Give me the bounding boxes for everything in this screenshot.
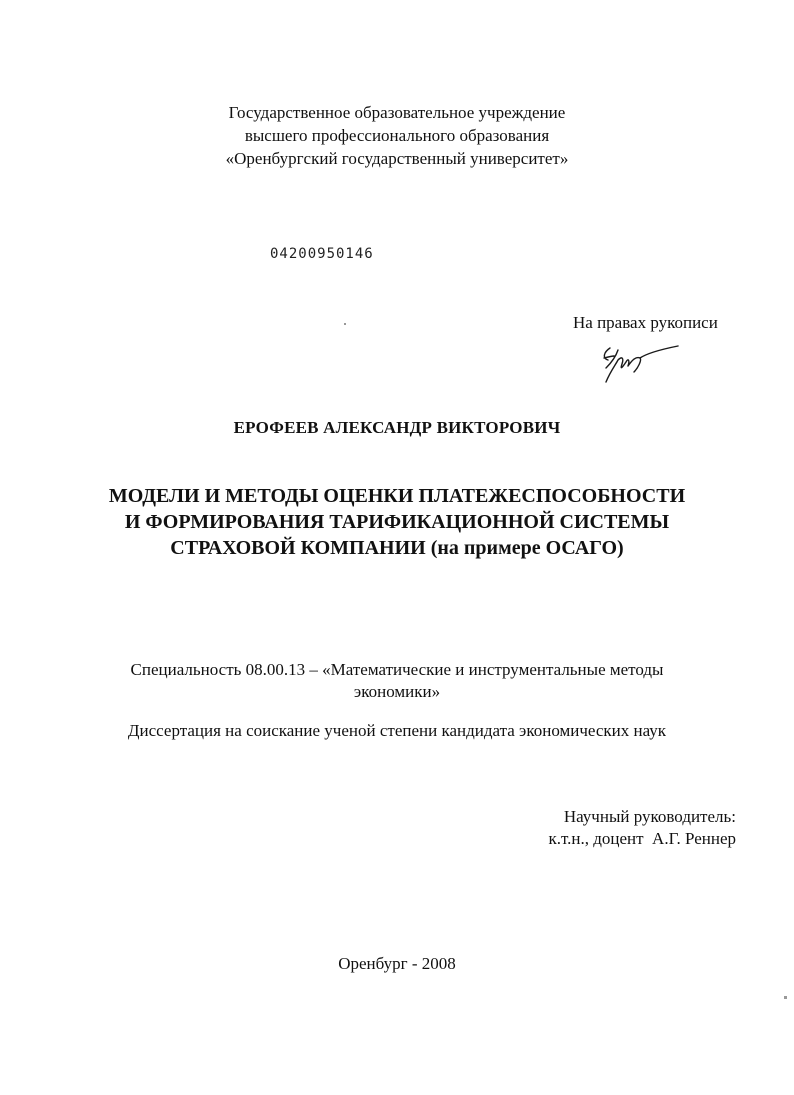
- supervisor-label: Научный руководитель:: [563, 807, 736, 826]
- manuscript-rights-label: На правах рукописи: [573, 313, 718, 332]
- title-line-1: МОДЕЛИ И МЕТОДЫ ОЦЕНКИ ПЛАТЕЖЕСПОСОБНОСТИ: [108, 485, 686, 507]
- specialty-line-2: экономики»: [353, 682, 441, 701]
- institution-block: [0, 101, 794, 170]
- institution-line-1: Государственное образовательное учреждение: [228, 103, 566, 122]
- supervisor-name: к.т.н., доцент А.Г. Реннер: [548, 829, 736, 848]
- title-line-3: СТРАХОВОЙ КОМПАНИИ (на примере ОСАГО): [170, 537, 624, 559]
- city-year: Оренбург - 2008: [338, 954, 456, 973]
- scan-speck: [344, 323, 346, 325]
- scan-mark: [784, 996, 787, 999]
- specialty-block: [0, 659, 794, 703]
- institution-line-3: «Оренбургский государственный университет»: [225, 149, 569, 168]
- title-line-2: И ФОРМИРОВАНИЯ ТАРИФИКАЦИОННОЙ СИСТЕМЫ: [124, 511, 670, 533]
- archive-number-stamp: 04200950146: [270, 246, 374, 262]
- author-name: ЕРОФЕЕВ АЛЕКСАНДР ВИКТОРОВИЧ: [233, 418, 561, 437]
- degree-statement: Диссертация на соискание ученой степени кандидата экономических наук: [127, 721, 667, 740]
- supervisor-block: [548, 806, 736, 850]
- dissertation-title: [0, 483, 794, 561]
- institution-line-2: высшего профессионального образования: [244, 126, 550, 145]
- signature-image: [598, 342, 683, 390]
- specialty-line-1: Специальность 08.00.13 – «Математические и инструментальные методы: [130, 660, 664, 679]
